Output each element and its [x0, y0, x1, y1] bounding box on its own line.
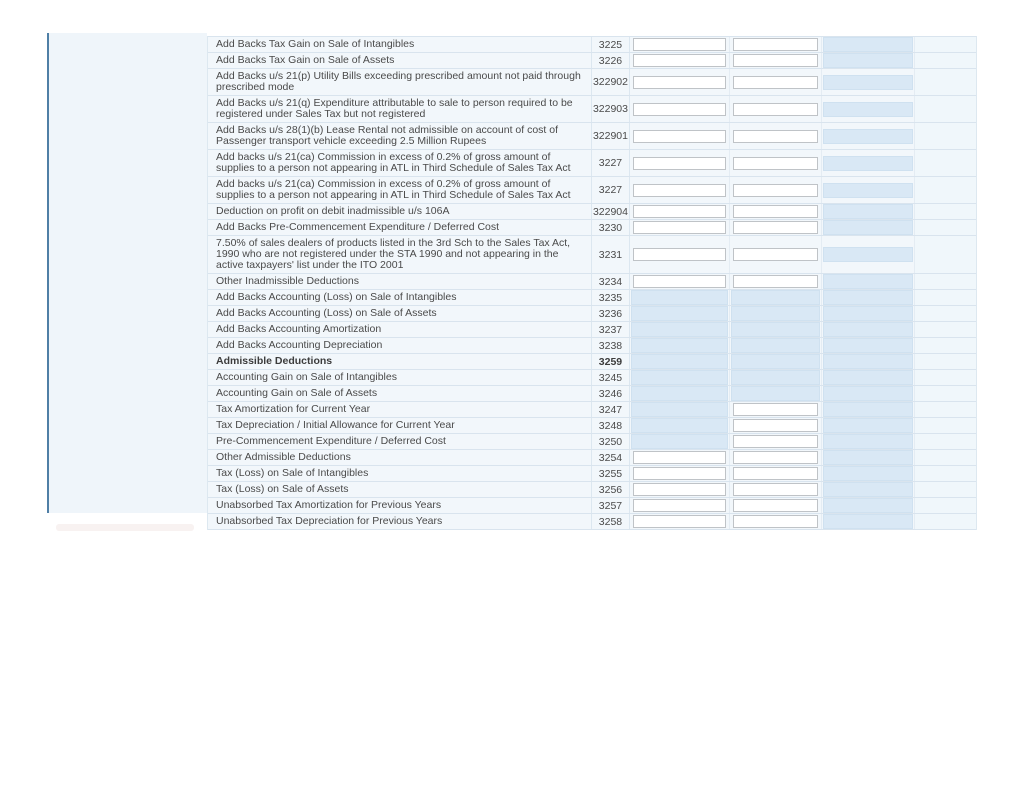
field-cell	[630, 53, 730, 68]
amount-input[interactable]	[633, 483, 726, 496]
field-cell	[630, 514, 730, 529]
amount-input[interactable]	[633, 248, 726, 261]
field-cell	[730, 514, 823, 529]
row-code: 3237	[592, 322, 630, 337]
field-cell	[630, 177, 730, 203]
row-code: 3257	[592, 498, 630, 513]
row-code: 3256	[592, 482, 630, 497]
amount-input[interactable]	[733, 419, 819, 432]
row-extra-cell	[915, 370, 976, 385]
field-cell	[730, 306, 823, 321]
amount-input[interactable]	[733, 130, 819, 143]
row-code: 3247	[592, 402, 630, 417]
row-extra-cell	[915, 96, 976, 122]
field-cell	[822, 514, 915, 529]
field-cell	[822, 290, 915, 305]
table-row	[208, 338, 976, 354]
amount-input[interactable]	[633, 38, 726, 51]
nav-side-panel	[49, 33, 207, 513]
field-cell	[730, 53, 823, 68]
readonly-amount-field	[823, 434, 913, 449]
amount-input[interactable]	[633, 451, 726, 464]
field-cell	[730, 123, 823, 149]
table-row	[208, 418, 976, 434]
readonly-amount-field	[823, 274, 913, 289]
table-row	[208, 290, 976, 306]
table-row	[208, 402, 976, 418]
readonly-amount-field	[823, 370, 913, 385]
readonly-amount-field	[823, 247, 913, 262]
row-description: Add Backs u/s 21(p) Utility Bills exceeding prescribed amount not paid through prescribed mode	[208, 69, 592, 95]
field-cell	[630, 220, 730, 235]
readonly-amount-field	[823, 514, 913, 529]
readonly-amount-field	[731, 306, 821, 321]
field-cell	[822, 450, 915, 465]
row-description: Add backs u/s 21(ca) Commission in excess of 0.2% of gross amount of supplies to a person not appearing in ATL in Third Schedule of Sales Tax Act	[208, 177, 592, 203]
field-cell	[730, 402, 823, 417]
row-extra-cell	[915, 434, 976, 449]
row-extra-cell	[915, 482, 976, 497]
field-cell	[730, 466, 823, 481]
amount-input[interactable]	[633, 275, 726, 288]
field-cell	[630, 338, 730, 353]
row-code: 322903	[592, 96, 630, 122]
field-cell	[730, 338, 823, 353]
row-extra-cell	[915, 418, 976, 433]
field-cell	[822, 96, 915, 122]
table-row	[208, 53, 976, 69]
row-code: 3227	[592, 150, 630, 176]
row-code: 3227	[592, 177, 630, 203]
table-row	[208, 150, 976, 177]
amount-input[interactable]	[733, 38, 819, 51]
table-row	[208, 236, 976, 274]
readonly-amount-field	[731, 322, 821, 337]
amount-input[interactable]	[733, 54, 819, 67]
readonly-amount-field	[731, 370, 821, 385]
row-code: 3235	[592, 290, 630, 305]
row-code: 3255	[592, 466, 630, 481]
row-description: Add Backs Accounting (Loss) on Sale of Intangibles	[208, 290, 592, 305]
amount-input[interactable]	[733, 467, 819, 480]
row-description: Add Backs Accounting Depreciation	[208, 338, 592, 353]
row-description: Add Backs Accounting (Loss) on Sale of Assets	[208, 306, 592, 321]
table-row	[208, 482, 976, 498]
row-code: 322902	[592, 69, 630, 95]
field-cell	[730, 370, 823, 385]
field-cell	[822, 386, 915, 401]
readonly-amount-field	[731, 386, 821, 401]
amount-input[interactable]	[633, 221, 726, 234]
row-code: 3236	[592, 306, 630, 321]
field-cell	[822, 204, 915, 219]
row-extra-cell	[915, 69, 976, 95]
field-cell	[730, 354, 823, 369]
field-cell	[630, 370, 730, 385]
row-description: Accounting Gain on Sale of Intangibles	[208, 370, 592, 385]
table-row	[208, 466, 976, 482]
amount-input[interactable]	[633, 76, 726, 89]
row-extra-cell	[915, 204, 976, 219]
readonly-amount-field	[823, 418, 913, 433]
row-description: Admissible Deductions	[208, 354, 592, 369]
readonly-amount-field	[823, 53, 913, 68]
row-extra-cell	[915, 274, 976, 289]
field-cell	[730, 69, 823, 95]
row-code: 322901	[592, 123, 630, 149]
row-code: 3259	[592, 354, 630, 369]
row-description: Accounting Gain on Sale of Assets	[208, 386, 592, 401]
field-cell	[822, 37, 915, 52]
table-row	[208, 386, 976, 402]
field-cell	[630, 204, 730, 219]
readonly-amount-field	[823, 290, 913, 305]
horizontal-scrollbar-remnant	[56, 524, 194, 531]
field-cell	[730, 290, 823, 305]
table-row	[208, 123, 976, 150]
field-cell	[730, 37, 823, 52]
row-code: 322904	[592, 205, 628, 218]
field-cell	[822, 177, 915, 203]
readonly-amount-field	[823, 466, 913, 481]
table-row	[208, 274, 976, 290]
readonly-amount-field	[631, 418, 728, 433]
amount-input[interactable]	[633, 499, 726, 512]
readonly-amount-field	[631, 354, 728, 369]
field-cell	[630, 150, 730, 176]
row-code: 3248	[592, 418, 630, 433]
row-code: 3238	[592, 338, 630, 353]
readonly-amount-field	[823, 183, 913, 198]
table-row	[208, 434, 976, 450]
amount-input[interactable]	[633, 184, 726, 197]
field-cell	[730, 177, 823, 203]
row-extra-cell	[915, 290, 976, 305]
deductions-table	[207, 36, 977, 530]
field-cell	[822, 498, 915, 513]
field-cell	[730, 96, 823, 122]
readonly-amount-field	[823, 156, 913, 171]
field-cell	[630, 498, 730, 513]
field-cell	[630, 37, 730, 52]
field-cell	[630, 466, 730, 481]
row-description: Add Backs Pre-Commencement Expenditure / Deferred Cost	[208, 220, 592, 235]
row-description: Other Inadmissible Deductions	[208, 274, 592, 289]
row-extra-cell	[915, 498, 976, 513]
field-cell	[730, 386, 823, 401]
row-extra-cell	[915, 338, 976, 353]
row-code: 3225	[592, 37, 630, 52]
field-cell	[822, 322, 915, 337]
row-extra-cell	[915, 123, 976, 149]
field-cell	[822, 354, 915, 369]
row-extra-cell	[915, 236, 976, 273]
field-cell	[630, 322, 730, 337]
row-description: 7.50% of sales dealers of products listed in the 3rd Sch to the Sales Tax Act, 1990 who are not registered under the STA 1990 and not appearing in the active taxpayers' list under the ITO 2001	[208, 236, 592, 273]
amount-input[interactable]	[733, 403, 819, 416]
readonly-amount-field	[823, 306, 913, 321]
readonly-amount-field	[823, 129, 913, 144]
field-cell	[822, 274, 915, 289]
field-cell	[630, 434, 730, 449]
amount-input[interactable]	[733, 248, 819, 261]
readonly-amount-field	[631, 434, 728, 449]
field-cell	[822, 434, 915, 449]
row-code: 3246	[592, 386, 630, 401]
amount-input[interactable]	[633, 205, 726, 218]
field-cell	[822, 123, 915, 149]
amount-input[interactable]	[633, 54, 726, 67]
field-cell	[822, 53, 915, 68]
amount-input[interactable]	[733, 515, 819, 528]
row-description: Pre-Commencement Expenditure / Deferred Cost	[208, 434, 592, 449]
readonly-amount-field	[631, 402, 728, 417]
amount-input[interactable]	[733, 157, 819, 170]
readonly-amount-field	[823, 322, 913, 337]
row-code: 3258	[592, 514, 630, 529]
row-extra-cell	[915, 450, 976, 465]
amount-input[interactable]	[633, 103, 726, 116]
field-cell	[822, 220, 915, 235]
field-cell	[630, 69, 730, 95]
row-description: Tax Depreciation / Initial Allowance for Current Year	[208, 418, 592, 433]
row-code: 3234	[592, 274, 630, 289]
field-cell	[730, 418, 823, 433]
row-extra-cell	[915, 37, 976, 52]
field-cell	[630, 482, 730, 497]
table-row	[208, 514, 976, 530]
amount-input[interactable]	[733, 435, 819, 448]
row-description: Add Backs u/s 21(q) Expenditure attributable to sale to person required to be registered under Sales Tax but not registered	[208, 96, 592, 122]
field-cell	[822, 402, 915, 417]
readonly-amount-field	[823, 102, 913, 117]
readonly-amount-field	[731, 354, 821, 369]
row-description: Add Backs Tax Gain on Sale of Intangibles	[208, 37, 592, 52]
readonly-amount-field	[823, 450, 913, 465]
field-cell	[630, 96, 730, 122]
readonly-amount-field	[823, 37, 913, 52]
field-cell	[630, 386, 730, 401]
readonly-amount-field	[823, 338, 913, 353]
field-cell	[730, 434, 823, 449]
field-cell	[730, 450, 823, 465]
amount-input[interactable]	[733, 76, 819, 89]
readonly-amount-field	[731, 290, 821, 305]
amount-input[interactable]	[633, 467, 726, 480]
amount-input[interactable]	[733, 483, 819, 496]
readonly-amount-field	[823, 402, 913, 417]
field-cell	[822, 466, 915, 481]
row-description: Add backs u/s 21(ca) Commission in excess of 0.2% of gross amount of supplies to a person not appearing in ATL in Third Schedule of Sales Tax Act	[208, 150, 592, 176]
table-row	[208, 450, 976, 466]
field-cell	[822, 69, 915, 95]
field-cell	[630, 123, 730, 149]
table-row	[208, 177, 976, 204]
row-extra-cell	[915, 53, 976, 68]
row-code: 3245	[592, 370, 630, 385]
row-description: Add Backs Accounting Amortization	[208, 322, 592, 337]
amount-input[interactable]	[733, 275, 819, 288]
field-cell	[630, 450, 730, 465]
row-extra-cell	[915, 402, 976, 417]
field-cell	[730, 150, 823, 176]
table-row	[208, 370, 976, 386]
field-cell	[730, 236, 823, 273]
row-description: Unabsorbed Tax Amortization for Previous Years	[208, 498, 592, 513]
table-row	[208, 204, 976, 220]
table-row	[208, 306, 976, 322]
field-cell	[630, 274, 730, 289]
field-cell	[630, 402, 730, 417]
table-row	[208, 96, 976, 123]
row-description: Other Admissible Deductions	[208, 450, 592, 465]
row-extra-cell	[915, 150, 976, 176]
field-cell	[822, 150, 915, 176]
field-cell	[730, 274, 823, 289]
field-cell	[630, 418, 730, 433]
row-code: 3254	[592, 450, 630, 465]
row-description: Unabsorbed Tax Depreciation for Previous Years	[208, 514, 592, 529]
field-cell	[730, 204, 823, 219]
row-description: Tax (Loss) on Sale of Assets	[208, 482, 592, 497]
field-cell	[630, 354, 730, 369]
readonly-amount-field	[823, 482, 913, 497]
readonly-amount-field	[823, 354, 913, 369]
row-extra-cell	[915, 177, 976, 203]
field-cell	[630, 290, 730, 305]
amount-input[interactable]	[633, 515, 726, 528]
field-cell	[822, 306, 915, 321]
row-description: Tax Amortization for Current Year	[208, 402, 592, 417]
row-extra-cell	[915, 322, 976, 337]
row-extra-cell	[915, 386, 976, 401]
readonly-amount-field	[823, 386, 913, 401]
field-cell	[730, 322, 823, 337]
field-cell	[630, 236, 730, 273]
table-row	[208, 322, 976, 338]
table-row	[208, 354, 976, 370]
row-description: Deduction on profit on debit inadmissible u/s 106A	[208, 204, 592, 219]
row-description: Add Backs u/s 28(1)(b) Lease Rental not admissible on account of cost of Passenger transport vehicle exceeding 2.5 Million Rupees	[208, 123, 592, 149]
readonly-amount-field	[631, 370, 728, 385]
readonly-amount-field	[823, 75, 913, 90]
table-row	[208, 69, 976, 96]
field-cell	[822, 482, 915, 497]
field-cell	[822, 338, 915, 353]
field-cell	[730, 482, 823, 497]
row-extra-cell	[915, 514, 976, 529]
row-extra-cell	[915, 466, 976, 481]
readonly-amount-field	[631, 322, 728, 337]
row-extra-cell	[915, 220, 976, 235]
readonly-amount-field	[731, 338, 821, 353]
field-cell	[630, 306, 730, 321]
amount-input[interactable]	[633, 130, 726, 143]
amount-input[interactable]	[733, 221, 819, 234]
row-code: 3226	[592, 53, 630, 68]
amount-input[interactable]	[733, 499, 819, 512]
amount-input[interactable]	[633, 157, 726, 170]
amount-input[interactable]	[733, 205, 819, 218]
field-cell	[822, 418, 915, 433]
readonly-amount-field	[631, 338, 728, 353]
table-row	[208, 498, 976, 514]
readonly-amount-field	[823, 220, 913, 235]
readonly-amount-field	[631, 386, 728, 401]
field-cell	[822, 370, 915, 385]
row-description: Add Backs Tax Gain on Sale of Assets	[208, 53, 592, 68]
amount-input[interactable]	[733, 451, 819, 464]
amount-input[interactable]	[733, 184, 819, 197]
field-cell	[730, 498, 823, 513]
field-cell	[730, 220, 823, 235]
table-row	[208, 37, 976, 53]
row-extra-cell	[915, 306, 976, 321]
field-cell	[822, 236, 915, 273]
readonly-amount-field	[631, 306, 728, 321]
row-extra-cell	[915, 354, 976, 369]
readonly-amount-field	[631, 290, 728, 305]
row-description: Tax (Loss) on Sale of Intangibles	[208, 466, 592, 481]
row-code: 3231	[592, 236, 630, 273]
row-code: 3250	[592, 434, 630, 449]
readonly-amount-field	[823, 204, 913, 219]
amount-input[interactable]	[733, 103, 819, 116]
readonly-amount-field	[823, 498, 913, 513]
table-row	[208, 220, 976, 236]
row-code: 3230	[592, 220, 630, 235]
